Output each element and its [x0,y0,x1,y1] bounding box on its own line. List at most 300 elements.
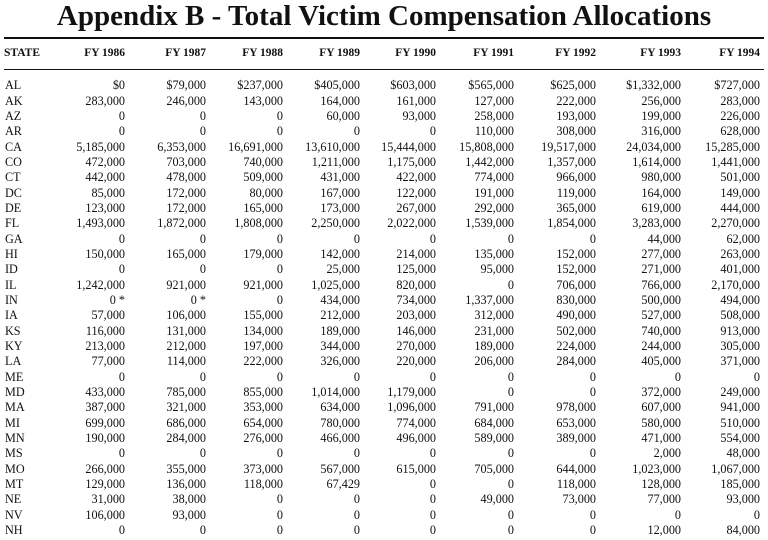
state-code-cell: KY [5,339,23,354]
allocation-cell: 654,000 [243,415,283,430]
allocation-cell: 554,000 [720,431,760,446]
allocation-cell: 686,000 [166,415,206,430]
state-code-cell: AR [5,124,22,139]
table-row [4,139,762,154]
allocation-cell: 214,000 [396,246,436,261]
allocation-cell: 224,000 [556,339,596,354]
state-code-cell: AL [5,78,22,93]
allocation-cell: 615,000 [396,461,436,476]
allocation-cell: 502,000 [556,323,596,338]
allocations-table [4,38,762,538]
allocation-cell: 684,000 [474,415,514,430]
allocation-cell: 185,000 [720,477,760,492]
state-code-cell: CA [5,139,22,154]
table-row [4,462,762,477]
allocation-cell: 0 [507,507,514,522]
allocation-cell: 0 [118,231,125,246]
allocation-cell: 580,000 [641,415,681,430]
allocation-cell: 122,000 [396,185,436,200]
state-code-cell: MS [5,446,23,461]
allocation-cell: 0 [589,369,596,384]
table-row [4,78,762,93]
state-code-cell: MA [5,400,25,415]
allocation-cell: 38,000 [172,492,206,507]
table-row [4,370,762,385]
allocation-cell: 490,000 [556,308,596,323]
allocation-cell: 0 * [109,292,125,307]
allocation-cell: 344,000 [320,339,360,354]
allocation-cell: 150,000 [85,246,125,261]
allocation-cell: 312,000 [474,308,514,323]
allocation-cell: 49,000 [480,492,514,507]
allocation-cell: 118,000 [556,477,596,492]
table-header-row [4,38,762,68]
allocation-cell: 0 [507,446,514,461]
allocation-cell: 0 [429,507,436,522]
allocation-cell: 0 [118,124,125,139]
allocation-cell: 149,000 [720,185,760,200]
table-row [4,400,762,415]
allocation-cell: 131,000 [166,323,206,338]
allocation-cell: 0 [429,477,436,492]
state-code-cell: DE [5,200,22,215]
allocation-cell: 116,000 [85,323,125,338]
allocation-cell: 203,000 [396,308,436,323]
table-row [4,385,762,400]
allocation-cell: 431,000 [320,170,360,185]
allocation-cell: 142,000 [320,246,360,261]
allocation-cell: 444,000 [720,200,760,215]
table-row [4,416,762,431]
allocation-cell: 172,000 [166,200,206,215]
state-code-cell: GA [5,231,23,246]
allocation-cell: 774,000 [474,170,514,185]
allocation-cell: 0 [507,477,514,492]
allocation-cell: 785,000 [166,385,206,400]
allocation-cell: 913,000 [720,323,760,338]
allocation-cell: 980,000 [641,170,681,185]
allocation-cell: 353,000 [243,400,283,415]
allocation-cell: 0 [276,492,283,507]
allocation-cell: 0 [276,108,283,123]
allocation-cell: 308,000 [556,124,596,139]
allocation-cell: 213,000 [85,339,125,354]
allocation-cell: 0 [589,385,596,400]
allocation-cell: 15,808,000 [459,139,514,154]
allocation-cell: 164,000 [641,185,681,200]
allocation-cell: 284,000 [556,354,596,369]
table-row [4,170,762,185]
allocation-cell: 706,000 [556,277,596,292]
allocation-cell: 0 [753,507,760,522]
allocation-cell: 705,000 [474,461,514,476]
allocation-cell: 1,614,000 [632,154,681,169]
allocation-cell: 190,000 [85,431,125,446]
allocation-cell: 0 [118,446,125,461]
allocation-cell: 305,000 [720,339,760,354]
allocation-cell: 0 [199,369,206,384]
allocation-cell: 0 [589,446,596,461]
state-code-cell: CO [5,154,22,169]
allocation-cell: 1,539,000 [465,216,514,231]
allocation-cell: 316,000 [641,124,681,139]
allocation-cell: 249,000 [720,385,760,400]
allocation-cell: 433,000 [85,385,125,400]
allocation-cell: 405,000 [641,354,681,369]
allocation-cell: 155,000 [243,308,283,323]
allocation-cell: 1,179,000 [387,385,436,400]
allocation-cell: 93,000 [402,108,436,123]
column-header-fy1987: FY 1987 [165,47,206,59]
allocation-cell: 110,000 [474,124,514,139]
allocation-cell: 0 [429,492,436,507]
allocation-cell: 0 [353,231,360,246]
allocation-cell: 941,000 [720,400,760,415]
allocation-cell: 129,000 [85,477,125,492]
allocation-cell: 212,000 [166,339,206,354]
allocation-cell: 0 [276,369,283,384]
allocation-cell: 0 [429,231,436,246]
allocation-cell: 2,250,000 [311,216,360,231]
allocation-cell: 1,872,000 [157,216,206,231]
allocation-cell: 173,000 [320,200,360,215]
state-code-cell: DC [5,185,22,200]
state-code-cell: AK [5,93,23,108]
allocation-cell: 500,000 [641,292,681,307]
allocation-cell: 1,211,000 [311,154,360,169]
table-row [4,155,762,170]
allocation-cell: 270,000 [396,339,436,354]
allocation-cell: 1,441,000 [711,154,760,169]
allocation-cell: 0 [199,446,206,461]
allocation-cell: $565,000 [468,78,514,93]
allocation-cell: 966,000 [556,170,596,185]
allocation-cell: 0 [507,231,514,246]
allocation-cell: 24,034,000 [626,139,681,154]
allocation-cell: 774,000 [396,415,436,430]
table-row [4,216,762,231]
allocation-cell: 0 [589,507,596,522]
allocation-cell: 472,000 [85,154,125,169]
allocation-cell: 267,000 [396,200,436,215]
allocation-cell: 0 [353,507,360,522]
allocation-cell: 191,000 [474,185,514,200]
allocation-cell: 12,000 [647,523,681,538]
allocation-cell: 471,000 [641,431,681,446]
allocation-cell: 1,025,000 [311,277,360,292]
allocation-cell: 1,023,000 [632,461,681,476]
allocation-cell: 389,000 [556,431,596,446]
allocation-cell: 0 [589,523,596,538]
allocation-cell: 231,000 [474,323,514,338]
allocation-cell: $405,000 [314,78,360,93]
allocation-cell: 189,000 [474,339,514,354]
allocation-cell: 496,000 [396,431,436,446]
table-row [4,293,762,308]
table-row [4,231,762,246]
allocation-cell: 15,444,000 [381,139,436,154]
allocation-cell: 246,000 [166,93,206,108]
allocation-cell: 31,000 [91,492,125,507]
allocation-cell: 365,000 [556,200,596,215]
allocation-cell: 57,000 [91,308,125,323]
state-code-cell: FL [5,216,20,231]
table-row [4,446,762,461]
table-row [4,508,762,523]
allocation-cell: 292,000 [474,200,514,215]
allocation-cell: 106,000 [166,308,206,323]
allocation-cell: 80,000 [249,185,283,200]
allocation-cell: 373,000 [243,461,283,476]
allocation-cell: 1,014,000 [311,385,360,400]
allocation-cell: 567,000 [320,461,360,476]
allocation-cell: 73,000 [562,492,596,507]
table-row [4,492,762,507]
state-code-cell: IA [5,308,18,323]
allocation-cell: 226,000 [720,108,760,123]
table-row [4,324,762,339]
allocation-cell: 106,000 [85,507,125,522]
allocation-cell: 277,000 [641,246,681,261]
allocation-cell: 284,000 [166,431,206,446]
allocation-cell: 740,000 [641,323,681,338]
allocation-cell: 119,000 [556,185,596,200]
allocation-cell: 2,170,000 [711,277,760,292]
allocation-cell: 1,493,000 [76,216,125,231]
allocation-cell: 820,000 [396,277,436,292]
allocation-cell: 0 [429,446,436,461]
allocation-cell: 634,000 [320,400,360,415]
allocation-cell: 653,000 [556,415,596,430]
allocation-cell: 44,000 [647,231,681,246]
allocation-cell: 1,337,000 [465,292,514,307]
allocation-cell: 978,000 [556,400,596,415]
table-row [4,308,762,323]
allocation-cell: 95,000 [480,262,514,277]
allocation-cell: 118,000 [243,477,283,492]
allocation-cell: 15,285,000 [705,139,760,154]
state-code-cell: CT [5,170,21,185]
allocation-cell: 0 [276,446,283,461]
state-code-cell: HI [5,246,18,261]
allocation-cell: 1,854,000 [547,216,596,231]
allocation-cell: 326,000 [320,354,360,369]
allocation-cell: 197,000 [243,339,283,354]
column-header-fy1994: FY 1994 [719,47,760,59]
allocation-cell: 256,000 [641,93,681,108]
header-spacer [4,68,762,78]
allocation-cell: 152,000 [556,262,596,277]
allocation-cell: 0 [276,262,283,277]
allocation-cell: 607,000 [641,400,681,415]
allocation-cell: 93,000 [172,507,206,522]
allocation-cell: 0 [507,523,514,538]
allocation-cell: 222,000 [556,93,596,108]
allocation-cell: 1,442,000 [465,154,514,169]
allocation-cell: 501,000 [720,170,760,185]
allocation-cell: 19,517,000 [541,139,596,154]
state-code-cell: IL [5,277,17,292]
allocation-cell: 3,283,000 [632,216,681,231]
table-row [4,431,762,446]
allocation-cell: 283,000 [85,93,125,108]
allocation-cell: 134,000 [243,323,283,338]
allocation-cell: 164,000 [320,93,360,108]
allocation-cell: 206,000 [474,354,514,369]
allocation-cell: 442,000 [85,170,125,185]
allocation-cell: 13,610,000 [305,139,360,154]
allocation-cell: 321,000 [166,400,206,415]
allocation-cell: 271,000 [641,262,681,277]
allocation-cell: 2,022,000 [387,216,436,231]
allocation-cell: 0 [199,124,206,139]
allocation-cell: 1,096,000 [387,400,436,415]
allocation-cell: 0 [353,369,360,384]
allocation-cell: 6,353,000 [157,139,206,154]
state-code-cell: ID [5,262,18,277]
allocation-cell: 830,000 [556,292,596,307]
allocation-cell: 266,000 [85,461,125,476]
state-code-cell: AZ [5,108,22,123]
allocation-cell: 152,000 [556,246,596,261]
allocation-cell: 135,000 [474,246,514,261]
allocation-cell: 372,000 [641,385,681,400]
table-row [4,477,762,492]
allocation-cell: 165,000 [243,200,283,215]
allocation-cell: 0 [276,231,283,246]
allocation-cell: 355,000 [166,461,206,476]
column-header-fy1989: FY 1989 [319,47,360,59]
allocation-cell: 77,000 [91,354,125,369]
table-row [4,523,762,538]
allocation-cell: 855,000 [243,385,283,400]
allocation-cell: 179,000 [243,246,283,261]
allocation-cell: 77,000 [647,492,681,507]
allocation-cell: 0 [507,369,514,384]
allocation-cell: $79,000 [166,78,206,93]
allocation-cell: 258,000 [474,108,514,123]
allocation-cell: 0 [118,262,125,277]
state-code-cell: NH [5,523,23,538]
allocation-cell: 222,000 [243,354,283,369]
table-row [4,201,762,216]
state-code-cell: KS [5,323,21,338]
allocation-cell: 0 [199,108,206,123]
allocation-cell: 0 [353,124,360,139]
allocation-cell: 0 * [190,292,206,307]
allocation-cell: 165,000 [166,246,206,261]
allocation-cell: 422,000 [396,170,436,185]
state-code-cell: MD [5,385,25,400]
allocation-cell: 478,000 [166,170,206,185]
allocation-cell: 60,000 [326,108,360,123]
allocation-cell: 1,067,000 [711,461,760,476]
allocation-cell: 766,000 [641,277,681,292]
allocation-cell: 0 [429,124,436,139]
table-row [4,185,762,200]
allocation-cell: 0 [118,108,125,123]
allocation-cell: 494,000 [720,292,760,307]
allocation-cell: 0 [276,124,283,139]
allocation-cell: 93,000 [726,492,760,507]
page-title: Appendix B - Total Victim Compensation Allocations [56,0,712,32]
allocation-cell: 527,000 [641,308,681,323]
state-code-cell: MN [5,431,25,446]
allocation-cell: $603,000 [390,78,436,93]
table-row [4,124,762,139]
allocation-cell: 5,185,000 [76,139,125,154]
allocation-cell: 0 [353,492,360,507]
allocation-cell: 699,000 [85,415,125,430]
allocation-cell: 161,000 [396,93,436,108]
state-code-cell: NV [5,507,23,522]
allocation-cell: 0 [353,446,360,461]
table-row [4,109,762,124]
allocation-cell: 644,000 [556,461,596,476]
allocation-cell: 2,270,000 [711,216,760,231]
allocation-cell: 0 [276,523,283,538]
allocation-cell: 740,000 [243,154,283,169]
allocation-cell: 1,175,000 [387,154,436,169]
column-header-state: STATE [4,47,41,59]
allocation-cell: 371,000 [720,354,760,369]
allocation-cell: 791,000 [474,400,514,415]
allocation-cell: 0 [276,507,283,522]
table-row [4,354,762,369]
allocation-cell: 0 [199,262,206,277]
allocation-cell: 2,000 [653,446,681,461]
allocation-cell: 0 [589,231,596,246]
allocation-cell: 0 [199,231,206,246]
allocation-cell: 0 [276,292,283,307]
allocation-cell: 1,242,000 [76,277,125,292]
allocation-cell: 114,000 [166,354,206,369]
allocation-cell: 85,000 [91,185,125,200]
allocation-cell: $0 [112,78,125,93]
state-code-cell: LA [5,354,22,369]
allocation-cell: 628,000 [720,124,760,139]
allocation-cell: 466,000 [320,431,360,446]
state-code-cell: IN [5,292,18,307]
column-header-fy1988: FY 1988 [242,47,283,59]
state-code-cell: ME [5,369,24,384]
allocation-cell: 0 [674,507,681,522]
allocation-cell: 143,000 [243,93,283,108]
allocation-cell: 703,000 [166,154,206,169]
state-code-cell: NE [5,492,22,507]
table-row [4,339,762,354]
state-code-cell: MT [5,477,24,492]
allocation-cell: 921,000 [243,277,283,292]
column-header-fy1992: FY 1992 [555,47,596,59]
table-row [4,277,762,292]
allocation-cell: 0 [674,369,681,384]
allocation-cell: $237,000 [237,78,283,93]
allocation-cell: 0 [507,385,514,400]
allocation-cell: 146,000 [396,323,436,338]
allocation-cell: 589,000 [474,431,514,446]
allocation-cell: 276,000 [243,431,283,446]
allocation-cell: 510,000 [720,415,760,430]
allocation-cell: 283,000 [720,93,760,108]
allocation-cell: 167,000 [320,185,360,200]
column-header-fy1990: FY 1990 [395,47,436,59]
allocation-cell: 136,000 [166,477,206,492]
state-code-cell: MI [5,415,20,430]
allocation-cell: 48,000 [726,446,760,461]
allocation-cell: 434,000 [320,292,360,307]
allocation-cell: $727,000 [714,78,760,93]
